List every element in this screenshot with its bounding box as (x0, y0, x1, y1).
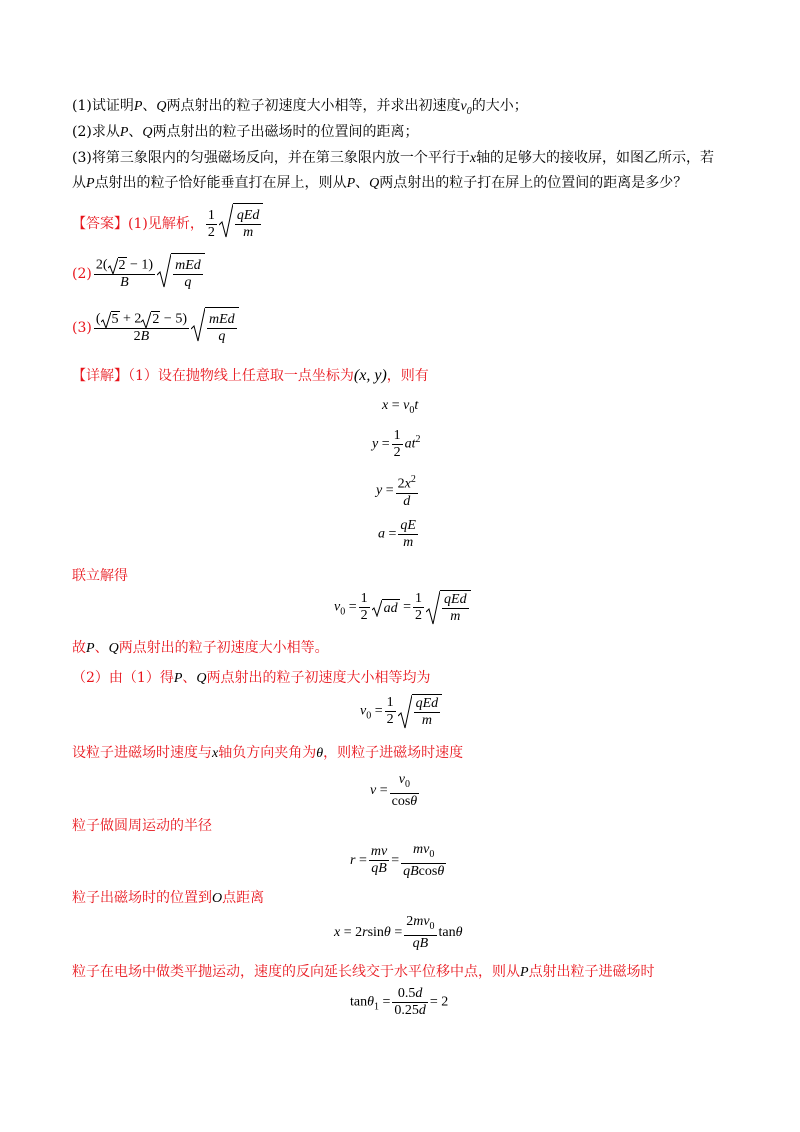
detail-part2 (72, 668, 431, 689)
sym-o: O (212, 891, 223, 906)
detail-radius (72, 816, 212, 836)
q1-text-post: 的大小； (471, 98, 528, 114)
question-3-line1 (72, 148, 714, 169)
detail-p2-post: 两点射出的粒子初速度大小相等均为 (206, 670, 431, 686)
detail-intro (72, 366, 429, 386)
q3-text-post: 轴的足够大的接收屏，如图乙所示，若 (476, 150, 715, 166)
eq-x2: x = 2rsinθ = $\frac{2mv_0}{qB}$ tanθ (334, 914, 463, 951)
sym-p: P (119, 125, 129, 140)
q3-text-2-post: 两点射出的粒子打在屏上的位置间的距离是多少？ (379, 175, 688, 191)
answer-3-formula: ( 5 + 2 2 − 5) 2B $\frac{\text{mEd}}{q}$ (92, 307, 239, 349)
sym-q: Q (369, 176, 380, 191)
answer-1 (72, 203, 263, 245)
detail-angle (72, 743, 463, 764)
detail-conclude (72, 638, 329, 659)
detail-motion-text: 粒子在电场中做类平抛运动，速度的反向延长线交于水平位移中点，则从 (72, 964, 520, 980)
detail-angle-mid: 轴负方向夹角为 (218, 745, 317, 761)
answer-2-formula: 2( 2 − 1) B $\frac{\text{mEd}}{q}$ (92, 253, 205, 295)
q1-text-mid: 两点射出的粒子初速度大小相等，并求出初速度 (166, 98, 461, 114)
detail-motion (72, 962, 655, 983)
sym-q: Q (108, 641, 119, 656)
eq-y-x: y = $\frac{2x^2}{d}$ (376, 474, 416, 509)
sym-xy: (x, y) (353, 367, 387, 384)
sym-sep: 、 (128, 124, 143, 140)
sym-sep: 、 (355, 175, 370, 191)
detail-conclude-post: 两点射出的粒子初速度大小相等。 (118, 640, 329, 656)
answer-2 (72, 253, 205, 295)
detail-p2-text: （2）由（1）得 (72, 670, 174, 686)
q3-text-2-mid: 点射出的粒子恰好能垂直打在屏上，则从 (94, 175, 347, 191)
detail-dist-post: 点距离 (222, 890, 265, 906)
eq-tan: tanθ$_1$ = $\frac{0.5d}{0.25d}$ = 2 (350, 986, 449, 1018)
detail-dist-text: 粒子出磁场时的位置到 (72, 890, 212, 906)
answer-3-label: (3) (72, 320, 92, 336)
eq-v: v = $\frac{v_0}{\cos\theta}$ (370, 772, 418, 809)
sym-p: P (346, 176, 356, 191)
sym-x: x (469, 151, 477, 166)
detail-solve (72, 566, 128, 586)
answer-tag: 【答案】 (72, 216, 128, 232)
eq-v0-2: $v_0$ = $\frac{1}{2}$ $\frac{\text{qEd}}{m}$ (360, 694, 442, 729)
sym-p: P (86, 176, 95, 191)
answer-3 (72, 307, 239, 349)
sym-q: Q (196, 671, 207, 686)
sym-theta: θ (316, 746, 324, 761)
sym-v0: $v_0$ (460, 99, 472, 117)
question-2 (72, 122, 419, 143)
sym-p: P (520, 965, 529, 980)
q3-text-2: 从 (72, 175, 86, 191)
sym-sep: 、 (182, 670, 197, 686)
sym-sep: 、 (94, 640, 109, 656)
answer-1-formula: $\frac{1}{2}$ $\frac{\text{qEd}}{m}$ (204, 203, 264, 245)
eq-v0: $v_0$ = $\frac{1}{2}$ ad = $\frac{1}{2}$ $\frac{\text{qEd}}{m}$ (334, 590, 471, 625)
eq-r: r = $\frac{mv}{qB}$ = $\frac{mv_0}{qBcos\theta}$ (350, 842, 445, 879)
eq-a: a = $\frac{qE}{m}$ (378, 518, 416, 550)
question-1 (72, 96, 528, 122)
sym-p: P (86, 641, 95, 656)
sym-p: P (173, 671, 183, 686)
q2-text: (2)求从 (72, 124, 120, 140)
question-3-line2 (72, 173, 687, 194)
detail-radius-text: 粒子做圆周运动的半径 (72, 818, 212, 834)
eq-y-at: y = $\frac{1}{2}$ $at^2$ (372, 428, 421, 460)
q1-text: (1)试证明 (72, 98, 134, 114)
detail-tag: 【详解】 (72, 368, 128, 384)
q3-text: (3)将第三象限内的匀强磁场反向，并在第三象限内放一个平行于 (72, 150, 470, 166)
detail-dist (72, 888, 264, 909)
detail-intro-post: ，则有 (386, 368, 429, 384)
answer-2-label: (2) (72, 266, 92, 282)
sym-q: Q (142, 125, 153, 140)
sym-x: x (212, 746, 219, 761)
detail-conclude-text: 故 (72, 640, 86, 656)
sym-sep: 、 (142, 98, 157, 114)
q2-text-post: 两点射出的粒子出磁场时的位置间的距离； (152, 124, 419, 140)
detail-angle-text: 设粒子进磁场时速度与 (72, 745, 212, 761)
detail-angle-post: ，则粒子进磁场时速度 (323, 745, 464, 761)
eq-x: $x = v_0t$ (382, 398, 419, 416)
sym-p: P (133, 99, 143, 114)
detail-motion-post: 点射出粒子进磁场时 (528, 964, 655, 980)
detail-solve-text: 联立解得 (72, 568, 128, 584)
detail-intro-text: （1）设在抛物线上任意取一点坐标为 (128, 368, 354, 384)
sym-q: Q (156, 99, 167, 114)
answer-1-label: (1)见解析， (128, 216, 204, 232)
